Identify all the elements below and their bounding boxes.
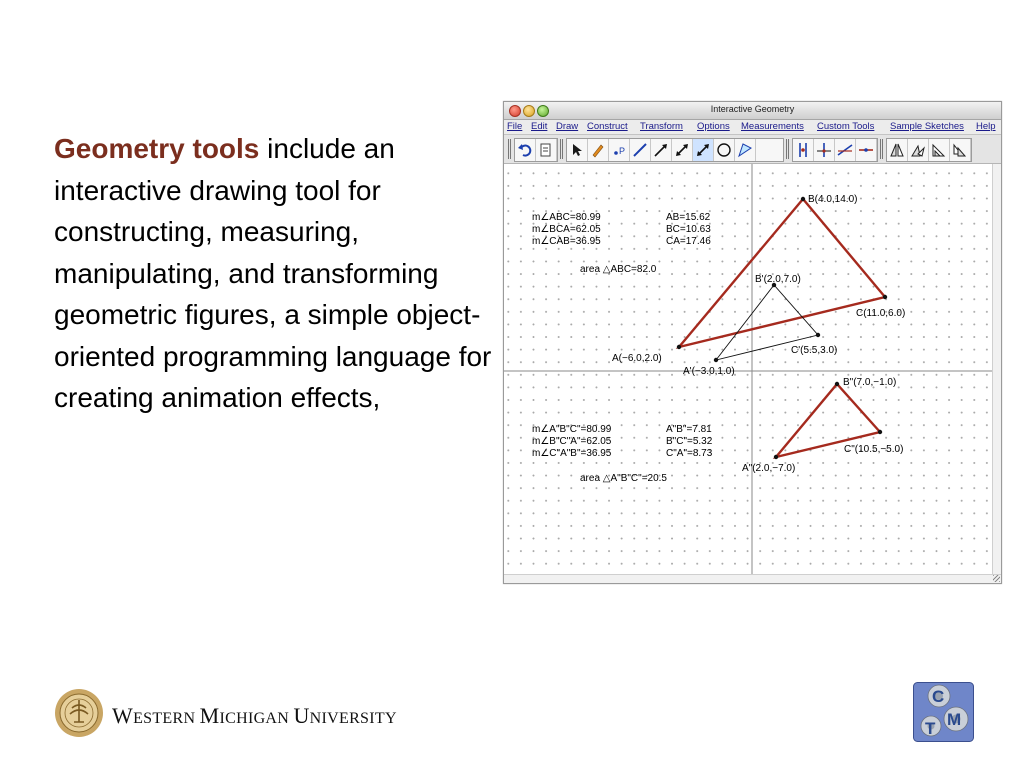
polygon-icon xyxy=(737,142,753,158)
dilate-tool-button[interactable] xyxy=(929,139,950,161)
pencil-icon xyxy=(590,142,606,158)
select-arrow-icon xyxy=(569,142,585,158)
circle-tool-button[interactable] xyxy=(714,139,735,161)
point-a2[interactable] xyxy=(774,455,778,459)
resize-handle[interactable] xyxy=(993,575,1000,582)
menu-construct[interactable]: Construct xyxy=(587,121,628,132)
angle-bisector-icon xyxy=(837,142,853,158)
side-measure[interactable]: CA=17.46 xyxy=(666,236,711,247)
point-label[interactable]: C(11.0,6.0) xyxy=(856,308,906,319)
svg-text:P: P xyxy=(619,146,626,156)
wordmark-text: ESTERN xyxy=(133,710,200,727)
menu-bar xyxy=(504,120,1001,135)
toolbar-group-construct xyxy=(792,138,878,162)
window-title: Interactive Geometry xyxy=(710,104,795,114)
point-icon xyxy=(611,142,627,158)
body-text: include an interactive drawing tool for constructing, measuring, manipulating, and transforming geometric figures, a simple object-oriented programming language for creating animation effects, xyxy=(54,133,492,413)
toolbar xyxy=(504,135,1001,164)
menu-draw[interactable]: Draw xyxy=(556,121,579,132)
point-c2[interactable] xyxy=(878,430,882,434)
vertical-scrollbar[interactable] xyxy=(992,164,1001,575)
university-wordmark xyxy=(112,703,397,729)
menu-sample-sketches[interactable]: Sample Sketches xyxy=(890,121,964,132)
reflect-icon xyxy=(889,142,905,158)
select-tool-button[interactable] xyxy=(567,139,588,161)
parallel-icon xyxy=(816,142,832,158)
menu-custom-tools[interactable]: Custom Tools xyxy=(817,121,875,132)
angle-measure[interactable]: m∠C"A"B"=36.95 xyxy=(532,448,612,459)
toolbar-group-file xyxy=(514,138,558,162)
toolbar-grip[interactable] xyxy=(880,139,884,159)
new-sketch-icon xyxy=(538,142,554,158)
point-a[interactable] xyxy=(677,345,681,349)
wordmark-initial: U xyxy=(293,703,310,728)
ctm-gears-logo xyxy=(913,682,974,742)
toolbar-group-draw xyxy=(566,138,784,162)
segment-tool-button[interactable] xyxy=(630,139,651,161)
point-label[interactable]: A'(−3.0,1.0) xyxy=(683,366,735,377)
rotate-icon xyxy=(910,142,926,158)
geometry-app-window xyxy=(503,101,1002,584)
segment-icon xyxy=(632,142,648,158)
title-bar xyxy=(504,102,1001,120)
line-active-tool-button[interactable] xyxy=(693,139,714,161)
side-measure[interactable]: A"B"=7.81 xyxy=(666,424,712,435)
dilate-icon xyxy=(931,142,947,158)
ctm-letter: M xyxy=(947,710,962,729)
menu-transform[interactable]: Transform xyxy=(640,121,683,132)
highlight-text: Geometry tools xyxy=(54,133,260,164)
point-label[interactable]: C"(10.5,−5.0) xyxy=(844,444,904,455)
side-measure[interactable]: BC=10.63 xyxy=(666,224,711,235)
perpendicular-tool-button[interactable] xyxy=(793,139,814,161)
undo-icon xyxy=(517,142,533,158)
translate-tool-button[interactable] xyxy=(950,139,971,161)
undo-button[interactable] xyxy=(515,139,536,161)
reflect-tool-button[interactable] xyxy=(887,139,908,161)
point-label[interactable]: A"(2.0,−7.0) xyxy=(742,463,796,474)
geometry-sketch xyxy=(504,164,993,575)
wordmark-text: NIVERSITY xyxy=(309,710,397,727)
rotate-tool-button[interactable] xyxy=(908,139,929,161)
line-icon xyxy=(674,142,690,158)
toolbar-grip[interactable] xyxy=(508,139,512,159)
angle-bisector-tool-button[interactable] xyxy=(835,139,856,161)
angle-measure[interactable]: m∠BCA=62.05 xyxy=(532,224,601,235)
ctm-letter: T xyxy=(925,719,936,738)
point-c[interactable] xyxy=(883,295,887,299)
pencil-tool-button[interactable] xyxy=(588,139,609,161)
point-label[interactable]: B"(7.0,−1.0) xyxy=(843,377,897,388)
wordmark-initial: W xyxy=(112,703,134,728)
slide-body-text xyxy=(54,128,494,419)
toolbar-group-transform xyxy=(886,138,972,162)
parallel-tool-button[interactable] xyxy=(814,139,835,161)
toolbar-grip[interactable] xyxy=(786,139,790,159)
measurements-abc xyxy=(532,212,711,275)
measurements-image xyxy=(532,424,713,484)
circle-icon xyxy=(716,142,732,158)
wordmark-initial: M xyxy=(199,703,220,728)
midpoint-tool-button[interactable] xyxy=(856,139,877,161)
point-label[interactable]: C'(5.5,3.0) xyxy=(791,345,838,356)
new-sketch-button[interactable] xyxy=(536,139,557,161)
translate-icon xyxy=(952,142,968,158)
point-label[interactable]: B(4.0,14.0) xyxy=(808,194,858,205)
point-label[interactable]: A(−6.0,2.0) xyxy=(612,353,662,364)
menu-file[interactable]: File xyxy=(507,121,523,132)
line-active-icon xyxy=(695,142,711,158)
point-b[interactable] xyxy=(801,197,805,201)
area-measure[interactable]: area △A"B"C"=20.5 xyxy=(580,473,667,484)
toolbar-grip[interactable] xyxy=(560,139,564,159)
menu-edit[interactable]: Edit xyxy=(531,121,548,132)
point-c1[interactable] xyxy=(816,333,820,337)
horizontal-scrollbar[interactable] xyxy=(504,574,1001,583)
point-a1[interactable] xyxy=(714,358,718,362)
side-measure[interactable]: B"C"=5.32 xyxy=(666,436,713,447)
angle-measure[interactable]: m∠B"C"A"=62.05 xyxy=(532,436,612,447)
university-seal-logo xyxy=(54,688,104,738)
menu-help[interactable]: Help xyxy=(976,121,996,132)
angle-measure[interactable]: m∠A"B"C"=80.99 xyxy=(532,424,612,435)
point-tool-button[interactable] xyxy=(609,139,630,161)
midpoint-icon xyxy=(858,142,874,158)
angle-measure[interactable]: m∠CAB=36.95 xyxy=(532,236,601,247)
menu-measurements[interactable]: Measurements xyxy=(741,121,804,132)
side-measure[interactable]: AB=15.62 xyxy=(666,212,711,223)
polygon-tool-button[interactable] xyxy=(735,139,756,161)
point-label[interactable]: B'(2.0,7.0) xyxy=(755,274,801,285)
ray-tool-button[interactable] xyxy=(651,139,672,161)
sketch-canvas[interactable] xyxy=(504,164,993,575)
point-b2[interactable] xyxy=(835,382,839,386)
ctm-letter: C xyxy=(932,687,945,706)
angle-measure[interactable]: m∠ABC=80.99 xyxy=(532,212,601,223)
perpendicular-icon xyxy=(795,142,811,158)
side-measure[interactable]: C"A"=8.73 xyxy=(666,448,713,459)
line-tool-button[interactable] xyxy=(672,139,693,161)
ray-icon xyxy=(653,142,669,158)
menu-options[interactable]: Options xyxy=(697,121,730,132)
wordmark-text: ICHIGAN xyxy=(219,710,294,727)
area-measure[interactable]: area △ABC=82.0 xyxy=(580,264,657,275)
